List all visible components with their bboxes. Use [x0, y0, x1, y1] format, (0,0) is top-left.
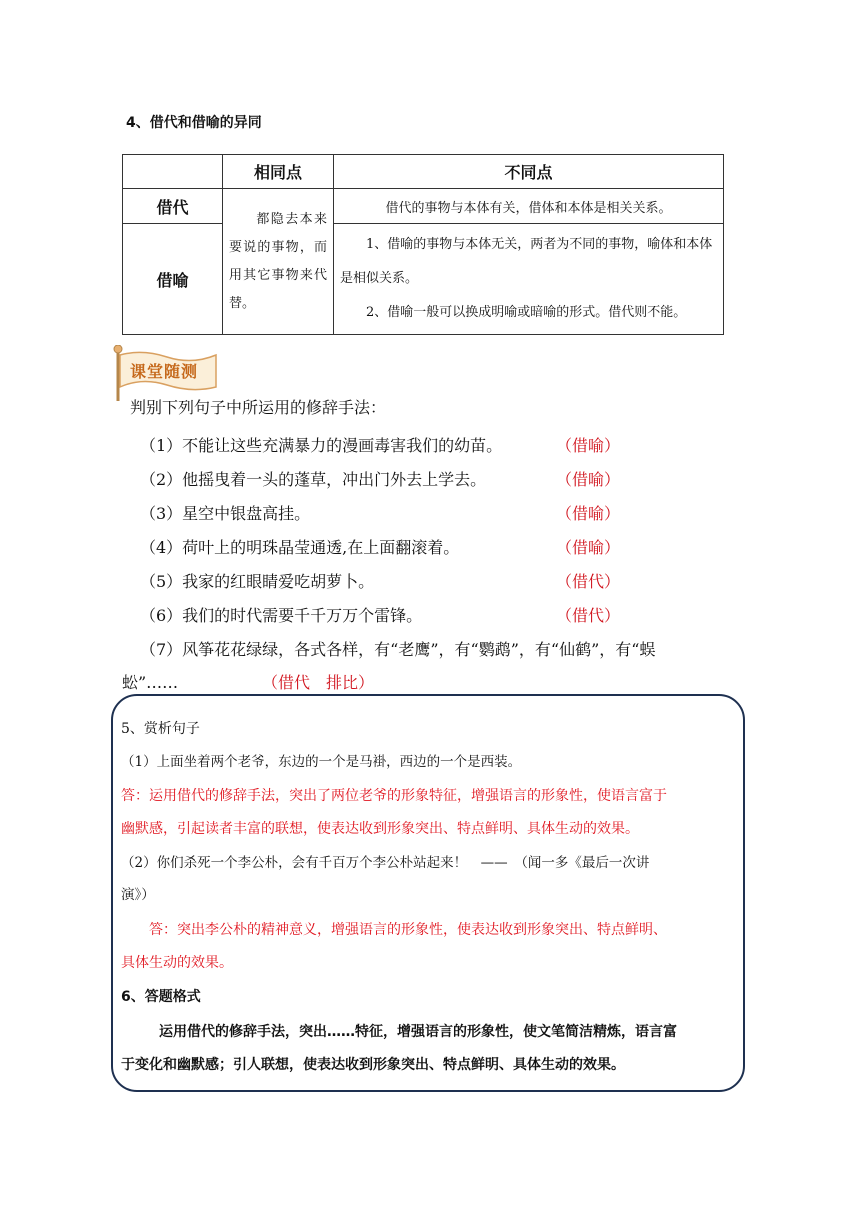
- row-label-jieyu: 借喻: [123, 224, 223, 335]
- quiz-question: （1）不能让这些充满暴力的漫画毒害我们的幼苗。: [140, 436, 503, 455]
- answer-format-line2: 于变化和幽默感；引人联想，使表达收到形象突出、特点鲜明、具体生动的效果。: [121, 1057, 625, 1073]
- section-6-title: 6、答题格式: [121, 989, 201, 1005]
- quiz-question: （5）我家的红眼睛爱吃胡萝卜。: [140, 572, 375, 591]
- quiz-answer: （借喻）: [556, 504, 621, 523]
- diff-jieyu-point-2: 2、借喻一般可以换成明喻或暗喻的形式。借代则不能。: [366, 305, 687, 320]
- section-5-title: 5、赏析句子: [121, 721, 200, 737]
- diff-jieyu-cell: [334, 224, 724, 335]
- quiz-question: （4）荷叶上的明珠晶莹通透,在上面翻滚着。: [140, 538, 460, 557]
- analysis-box: [111, 694, 745, 1092]
- comparison-table: [122, 154, 724, 335]
- common-text: 都隐去本来要说的事物，而用其它事物来代替。: [229, 211, 327, 311]
- quiz-tag-label: 课堂随测: [130, 362, 199, 381]
- sentence-2-line2: 演》）: [121, 887, 155, 903]
- col-same-header: 相同点: [223, 155, 334, 189]
- answer-2-line1: 答：突出李公朴的精神意义，增强语言的形象性，使表达收到形象突出、特点鲜明、: [149, 922, 667, 938]
- quiz-question-7-line2: 蚣”……: [122, 673, 179, 692]
- quiz-question: （3）星空中银盘高挂。: [140, 504, 311, 523]
- section-4-title: 4、借代和借喻的异同: [126, 115, 262, 131]
- quiz-answer: （借代）: [556, 572, 621, 591]
- quiz-tag-banner: [112, 345, 222, 401]
- col-diff-header: 不同点: [334, 155, 724, 189]
- common-cell: [223, 189, 334, 335]
- table-corner-cell: [123, 155, 223, 189]
- sentence-2-line1: （2）你们杀死一个李公朴，会有千百万个李公朴站起来！ —— （闻一多《最后一次讲: [121, 855, 650, 871]
- row-label-jiedai: 借代: [123, 189, 223, 224]
- diff-jieyu-point-1: 1、借喻的事物与本体无关，两者为不同的事物，喻体和本体是相似关系。: [340, 237, 713, 286]
- answer-format-line1: 运用借代的修辞手法，突出……特征，增强语言的形象性，使文笔简洁精炼，语言富: [159, 1024, 677, 1040]
- quiz-answer: （借喻）: [556, 470, 621, 489]
- quiz-instruction: 判别下列句子中所运用的修辞手法：: [130, 398, 387, 417]
- quiz-question-7-line1: （7）风筝花花绿绿，各式各样，有“老鹰”，有“鹦鹉”，有“仙鹤”，有“蜈: [140, 640, 656, 659]
- quiz-question: （6）我们的时代需要千千万万个雷锋。: [140, 606, 423, 625]
- answer-2-line2: 具体生动的效果。: [121, 955, 233, 971]
- quiz-answer: （借代）: [556, 606, 621, 625]
- quiz-answer: （借喻）: [556, 436, 621, 455]
- sentence-1: （1）上面坐着两个老爷，东边的一个是马褂，西边的一个是西装。: [121, 754, 522, 770]
- quiz-answer-7: （借代 排比）: [262, 673, 375, 692]
- quiz-answer: （借喻）: [556, 538, 621, 557]
- table-row-jieyu: [123, 224, 724, 335]
- answer-1-line2: 幽默感，引起读者丰富的联想，使表达收到形象突出、特点鲜明、具体生动的效果。: [121, 821, 639, 837]
- table-header-row: [123, 155, 724, 189]
- table-row-jiedai: [123, 189, 724, 224]
- quiz-question: （2）他摇曳着一头的蓬草，冲出门外去上学去。: [140, 470, 487, 489]
- answer-1-line1: 答：运用借代的修辞手法，突出了两位老爷的形象特征，增强语言的形象性，使语言富于: [121, 788, 667, 804]
- diff-jiedai-cell: 借代的事物与本体有关，借体和本体是相关关系。: [334, 189, 724, 224]
